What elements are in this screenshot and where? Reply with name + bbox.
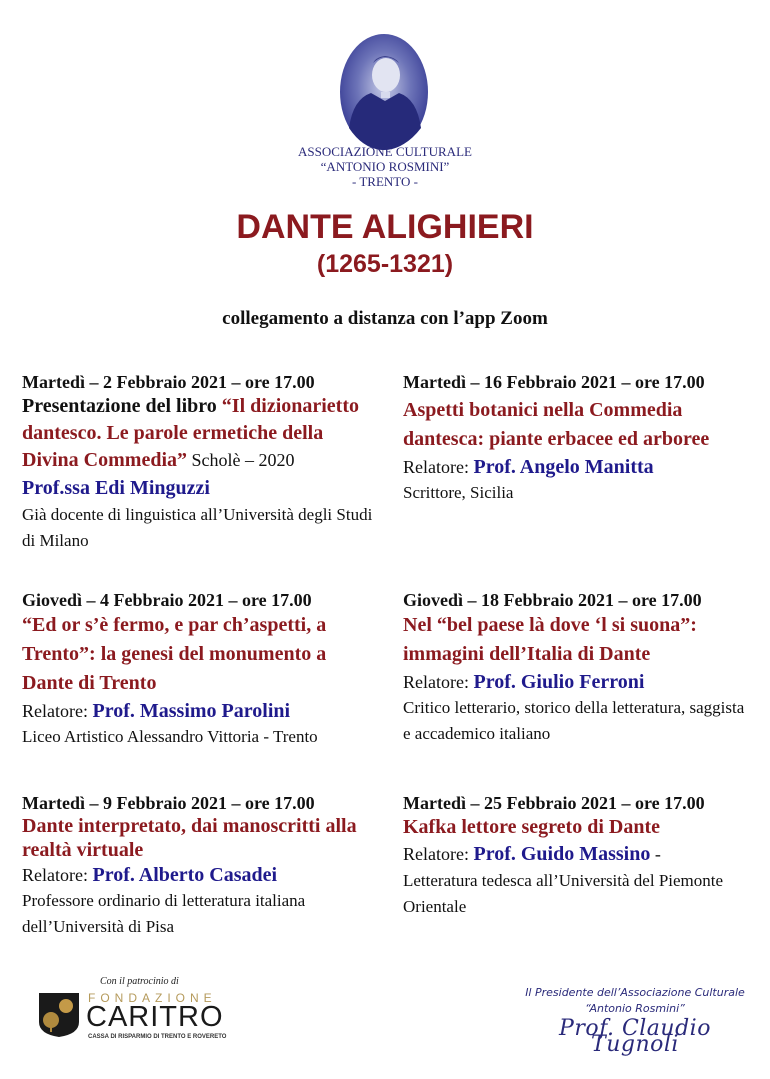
event-speaker xyxy=(22,862,382,888)
signature-line-2: “Antonio Rosmini” xyxy=(585,1002,685,1015)
event-card xyxy=(403,589,753,747)
event-title xyxy=(22,393,382,474)
sponsor-name-top: FONDAZIONE xyxy=(88,991,217,1005)
speaker-name: Prof. Angelo Manitta xyxy=(473,456,654,478)
event-speaker xyxy=(403,454,753,480)
association-line-3: - TRENTO - xyxy=(352,174,418,189)
event-affiliation: Critico letterario, storico della letteratura, saggista e accademico italiano xyxy=(403,698,745,743)
event-card xyxy=(403,371,753,506)
event-affiliation: Già docente di linguistica all’Università degli Studi di Milano xyxy=(22,505,373,550)
association-line-1: ASSOCIAZIONE CULTURALE xyxy=(298,144,472,159)
speaker-name: Prof.ssa Edi Minguzzi xyxy=(22,477,210,499)
event-title: Dante interpretato, dai manoscritti alla realtà virtuale xyxy=(22,815,357,861)
page-title: DANTE ALIGHIERI xyxy=(236,208,534,246)
event-title-prefix: Presentazione del libro xyxy=(22,395,222,417)
event-date: Martedì – 25 Febbraio 2021 – ore 17.00 xyxy=(403,793,705,813)
event-speaker xyxy=(22,698,382,724)
event-affiliation: Liceo Artistico Alessandro Vittoria - Trento xyxy=(22,727,318,746)
speaker-label: Relatore: xyxy=(403,844,474,864)
portrait-icon xyxy=(339,33,429,151)
speaker-name: Prof. Massimo Parolini xyxy=(92,700,291,722)
page-years: (1265-1321) xyxy=(316,250,454,278)
event-date: Martedì – 16 Febbraio 2021 – ore 17.00 xyxy=(403,372,705,392)
event-card xyxy=(22,792,382,940)
sponsor-logo xyxy=(38,976,248,1046)
speaker-name: Prof. Guido Massino xyxy=(473,843,651,865)
speaker-label: Relatore: xyxy=(22,865,93,885)
speaker-label: Relatore: xyxy=(22,701,93,721)
speaker-label: Relatore: xyxy=(403,672,474,692)
association-line-2: “ANTONIO ROSMINI” xyxy=(320,159,450,174)
speaker-label: Relatore: xyxy=(403,457,474,477)
speaker-suffix: - xyxy=(650,844,661,864)
event-affiliation: Professore ordinario di letteratura italiana dell’Università di Pisa xyxy=(22,891,306,936)
event-title: Nel “bel paese là dove ‘l si suona”: immagini dell’Italia di Dante xyxy=(403,614,697,665)
event-speaker xyxy=(403,840,753,868)
event-card xyxy=(22,371,382,554)
sponsor-tagline: CASSA DI RISPARMIO DI TRENTO E ROVERETO xyxy=(88,1034,227,1040)
event-speaker xyxy=(403,669,753,695)
shield-icon xyxy=(38,992,80,1038)
event-title-suffix: Scholè – 2020 xyxy=(187,450,295,470)
event-title: Aspetti botanici nella Commedia dantesca: piante erbacee ed arboree xyxy=(403,399,710,450)
event-date: Giovedì – 4 Febbraio 2021 – ore 17.00 xyxy=(22,590,312,610)
event-card xyxy=(22,589,382,750)
signature-block xyxy=(515,985,755,1057)
page-subtitle: collegamento a distanza con l’app Zoom xyxy=(222,308,548,329)
event-affiliation: Letteratura tedesca all’Università del Piemonte Orientale xyxy=(403,871,724,916)
sponsor-intro: Con il patrocinio di xyxy=(100,976,179,987)
association-name xyxy=(0,144,770,189)
speaker-name: Prof. Alberto Casadei xyxy=(92,864,278,886)
signature-name: Prof. Claudio Tugnoli xyxy=(559,1016,711,1057)
event-speaker xyxy=(22,474,382,502)
event-date: Martedì – 9 Febbraio 2021 – ore 17.00 xyxy=(22,793,315,813)
sponsor-name: CARITRO xyxy=(86,1001,224,1033)
event-title: Kafka lettore segreto di Dante xyxy=(403,816,660,838)
event-title: “Ed or s’è fermo, e par ch’aspetti, a Trento”: la genesi del monumento a Dante di Trento xyxy=(22,614,327,694)
event-date: Giovedì – 18 Febbraio 2021 – ore 17.00 xyxy=(403,590,702,610)
event-card xyxy=(403,792,753,920)
signature-line-1: Il Presidente dell’Associazione Culturale xyxy=(525,986,745,999)
event-affiliation: Scrittore, Sicilia xyxy=(403,483,514,502)
event-date: Martedì – 2 Febbraio 2021 – ore 17.00 xyxy=(22,372,315,392)
event-title-text: “Il dizionarietto dantesco. Le parole ermetiche della Divina Commedia” xyxy=(22,395,360,471)
speaker-name: Prof. Giulio Ferroni xyxy=(473,671,645,693)
